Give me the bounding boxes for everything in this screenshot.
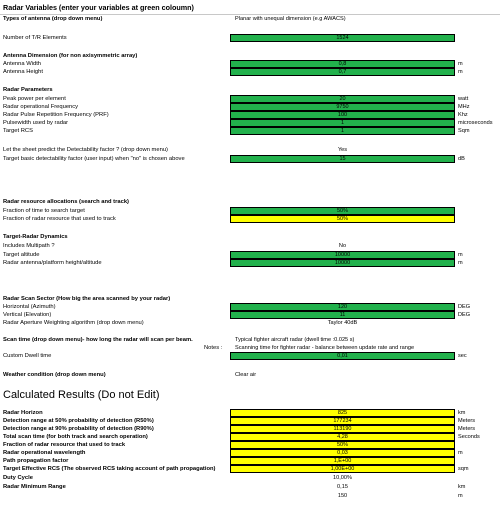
custom-dwell-input[interactable]: 0,01	[230, 352, 455, 360]
antenna-height-label: Antenna Height	[3, 69, 43, 75]
resource-heading: Radar resource allocations (search and track)	[3, 199, 129, 205]
result-track-fraction-label: Fraction of radar resource that used to track	[3, 442, 126, 448]
effective-rcs-label: Target Effective RCS (The observed RCS taking account of path propagation)	[3, 466, 216, 472]
custom-dwell-label: Custom Dwell time	[3, 353, 52, 359]
radar-parameters-heading: Radar Parameters	[3, 87, 53, 93]
min-range-row	[0, 483, 500, 492]
weather-select[interactable]: Clear air	[235, 372, 257, 378]
path-factor-value: 1,E+00	[230, 457, 455, 465]
results-title: Calculated Results (Do not Edit)	[3, 389, 160, 401]
scan-total-label: Total scan time (for both track and search operation)	[3, 434, 148, 440]
min-range-unit: km	[458, 484, 466, 490]
rcs-unit: Sqm	[458, 128, 470, 134]
effective-rcs-row	[0, 465, 500, 474]
antenna-width-input[interactable]: 0,8	[230, 60, 455, 68]
r90-unit: Meters	[458, 426, 476, 432]
basic-detectability-unit: dB	[458, 156, 465, 162]
frequency-label: Radar operational Frequency	[3, 104, 79, 110]
scan-sector-heading: Radar Scan Sector (How big the area scanned by your radar)	[3, 296, 171, 302]
target-altitude-unit: m	[458, 252, 463, 258]
vertical-unit: DEG	[458, 312, 471, 318]
min-range-m-unit: m	[458, 493, 463, 499]
target-altitude-label: Target altitude	[3, 252, 40, 258]
horizontal-input[interactable]: 120	[230, 303, 455, 311]
radar-altitude-label: Radar antenna/platform height/altitude	[3, 260, 102, 266]
track-fraction-value: 50%	[230, 215, 455, 223]
resource-heading-row	[0, 198, 500, 207]
frequency-unit: MHz	[458, 104, 470, 110]
basic-detectability-input[interactable]: 15	[230, 155, 455, 163]
vertical-input[interactable]: 11	[230, 311, 455, 319]
weather-row	[0, 371, 500, 380]
rcs-row	[0, 127, 500, 136]
antenna-height-input[interactable]: 0,7	[230, 68, 455, 76]
dynamics-heading: Target-Radar Dynamics	[3, 234, 68, 240]
multipath-row	[0, 242, 500, 251]
min-range-m-value: 150	[337, 493, 348, 499]
duty-row	[0, 474, 500, 483]
weather-label: Weather condition (drop down menu)	[3, 372, 106, 378]
weighting-select[interactable]: Taylor 40dB	[327, 320, 358, 326]
detectability-predict-row	[0, 146, 500, 155]
duty-value: 10,00%	[333, 475, 352, 481]
prf-input[interactable]: 100	[230, 111, 455, 119]
peak-power-label: Peak power per element	[3, 96, 66, 102]
basic-detectability-row	[0, 155, 500, 164]
r50-unit: Meters	[458, 418, 476, 424]
search-fraction-input[interactable]: 50%	[230, 207, 455, 215]
effective-rcs-value: 1,00E+00	[230, 465, 455, 473]
scan-time-select[interactable]: Typical fighter aircraft radar (dwell time :0.025 s)	[235, 337, 355, 343]
effective-rcs-unit: sqm	[458, 466, 469, 472]
radar-parameters-heading-row	[0, 86, 500, 95]
antenna-width-label: Antenna Width	[3, 61, 42, 67]
notes-text: Scanning time for fighter radar - balance between update rate and range	[235, 345, 415, 351]
rcs-input[interactable]: 1	[230, 127, 455, 135]
duty-label: Duty Cycle	[3, 475, 33, 481]
wavelength-value: 0,03	[230, 449, 455, 457]
peak-power-unit: watt	[458, 96, 469, 102]
prf-label: Radar Pulse Repetition Frequency (PRF)	[3, 112, 109, 118]
detectability-predict-select[interactable]: Yes	[337, 147, 348, 153]
pulsewidth-label: Pulsewidth used by radar	[3, 120, 69, 126]
sheet-title: Radar Variables (enter your variables at green coloumn)	[3, 3, 194, 12]
tr-elements-label: Number of T/R Elements	[3, 35, 67, 41]
horizon-value: 825	[230, 409, 455, 417]
min-range-label: Radar Minimum Range	[3, 484, 66, 490]
multipath-label: Includes Multipath ?	[3, 243, 55, 249]
min-range-value: 0,15	[337, 484, 348, 490]
antenna-dimension-heading: Antenna Dimension (for non axisymmetric array)	[3, 53, 138, 59]
frequency-input[interactable]: 9750	[230, 103, 455, 111]
r90-label: Detection range at 90% probability of detection (R90%)	[3, 426, 154, 432]
target-altitude-input[interactable]: 10000	[230, 251, 455, 259]
detectability-predict-label: Let the sheet predict the Detectability factor ? (drop down menu)	[3, 147, 168, 153]
track-fraction-label: Fraction of radar resource that used to track	[3, 216, 116, 222]
horizontal-label: Horizontal (Azimuth)	[3, 304, 56, 310]
antenna-type-select[interactable]: Planar with unequal dimension (e.g AWACS)	[235, 16, 346, 22]
wavelength-unit: m	[458, 450, 463, 456]
tr-elements-input[interactable]: 1524	[230, 34, 455, 42]
dynamics-heading-row	[0, 233, 500, 242]
wavelength-label: Radar operational wavelength	[3, 450, 86, 456]
antenna-type-label: Types of antenna (drop down menu)	[3, 16, 103, 22]
radar-altitude-unit: m	[458, 260, 463, 266]
horizon-unit: km	[458, 410, 466, 416]
search-fraction-label: Fraction of time to search target	[3, 208, 85, 214]
r50-value: 177234	[230, 417, 455, 425]
custom-dwell-unit: sec	[458, 353, 467, 359]
r90-value: 113190	[230, 425, 455, 433]
radar-altitude-row	[0, 259, 500, 268]
peak-power-input[interactable]: 20	[230, 95, 455, 103]
path-factor-label: Path propagation factor	[3, 458, 69, 464]
custom-dwell-row	[0, 352, 500, 361]
basic-detectability-label: Target basic detectability factor (user input) when "no" is chosen above	[3, 156, 185, 162]
antenna-type-row	[0, 15, 500, 24]
weighting-row	[0, 319, 500, 328]
prf-unit: Khz	[458, 112, 468, 118]
notes-label: Notes :	[204, 345, 223, 351]
weighting-label: Radar Aperture Weighting algorithm (drop down menu)	[3, 320, 144, 326]
min-range-m-row	[0, 492, 500, 501]
scan-total-unit: Seconds	[458, 434, 480, 440]
radar-altitude-input[interactable]: 10000	[230, 259, 455, 267]
horizontal-unit: DEG	[458, 304, 471, 310]
vertical-label: Vertical (Elevation)	[3, 312, 52, 318]
multipath-select[interactable]: No	[338, 243, 347, 249]
scan-time-label: Scan time (drop down menu)- how long the radar will scan per beam.	[3, 337, 193, 343]
result-track-fraction-value: 50%	[230, 441, 455, 449]
rcs-label: Target RCS	[3, 128, 33, 134]
pulsewidth-input[interactable]: 1	[230, 119, 455, 127]
horizon-label: Radar Horizon	[3, 410, 43, 416]
antenna-height-unit: m	[458, 69, 463, 75]
pulsewidth-unit: microseconds	[458, 120, 493, 126]
tr-elements-row	[0, 34, 500, 43]
scan-total-value: 4,28	[230, 433, 455, 441]
track-fraction-row	[0, 215, 500, 224]
r50-label: Detection range at 50% probability of detection (R50%)	[3, 418, 154, 424]
antenna-height-row	[0, 68, 500, 77]
antenna-width-unit: m	[458, 61, 463, 67]
